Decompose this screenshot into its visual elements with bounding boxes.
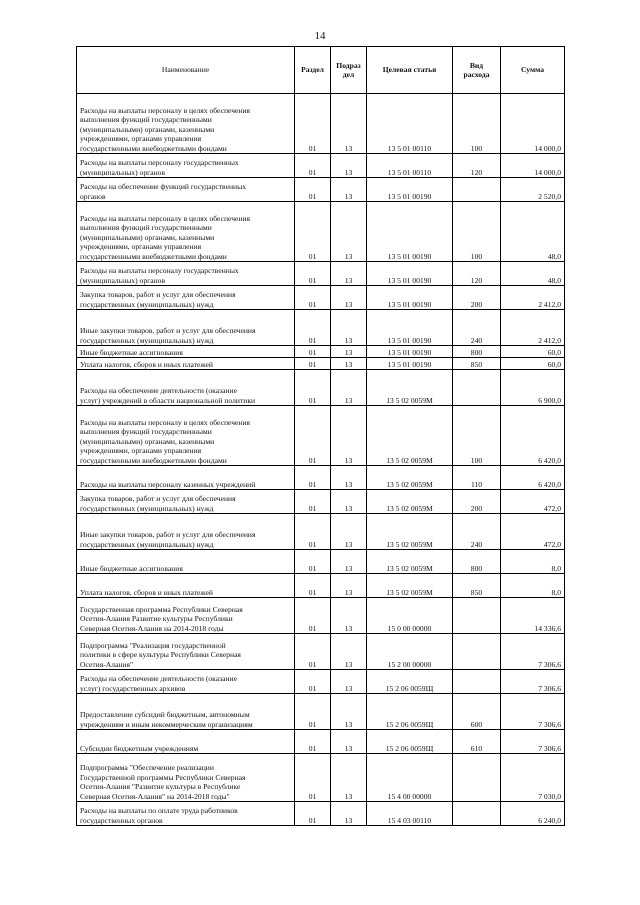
row-sum: 8,0 (501, 574, 565, 598)
row-type: 120 (453, 154, 501, 178)
row-subsection: 13 (331, 466, 367, 490)
row-name: Субсидии бюджетным учреждениям (77, 730, 295, 754)
row-name: Предоставление субсидий бюджетным, автономным учреждениям и иным некоммерческим организациям (77, 694, 295, 730)
row-sum: 6 420,0 (501, 406, 565, 466)
row-type: 200 (453, 490, 501, 514)
row-subsection: 13 (331, 574, 367, 598)
row-name: Расходы на обеспечение деятельности (оказание услуг) учреждений в области национальной политики (77, 370, 295, 406)
row-target: 13 5 01 00190 (367, 178, 453, 202)
table-row (77, 574, 565, 598)
row-name: Закупка товаров, работ и услуг для обеспечения государственных (муниципальных) нужд (77, 286, 295, 310)
row-name: Иные закупки товаров, работ и услуг для обеспечения государственных (муниципальных) нужд (77, 310, 295, 346)
row-name: Расходы на выплаты персоналу государственных (муниципальных) органов (77, 262, 295, 286)
row-name: Иные бюджетные ассигнования (77, 550, 295, 574)
row-name: Расходы на обеспечение функций государственных органов (77, 178, 295, 202)
table-row (77, 370, 565, 406)
row-sum: 6 900,0 (501, 370, 565, 406)
row-section: 01 (295, 346, 331, 358)
table-row (77, 754, 565, 802)
row-target: 13 5 01 00190 (367, 286, 453, 310)
table-row (77, 634, 565, 670)
row-subsection: 13 (331, 202, 367, 262)
row-subsection: 13 (331, 358, 367, 370)
page-number: 14 (314, 30, 326, 42)
row-sum: 7 306,6 (501, 634, 565, 670)
row-type (453, 370, 501, 406)
row-type: 850 (453, 358, 501, 370)
header-section: Раздел (295, 47, 331, 94)
row-sum: 60,0 (501, 346, 565, 358)
row-type: 610 (453, 730, 501, 754)
row-type (453, 670, 501, 694)
table-row (77, 802, 565, 826)
row-section: 01 (295, 358, 331, 370)
row-type: 100 (453, 94, 501, 154)
row-type (453, 598, 501, 634)
row-subsection: 13 (331, 634, 367, 670)
table-row (77, 154, 565, 178)
row-target: 13 5 01 00190 (367, 310, 453, 346)
row-section: 01 (295, 514, 331, 550)
row-subsection: 13 (331, 346, 367, 358)
row-sum: 8,0 (501, 550, 565, 574)
row-section: 01 (295, 490, 331, 514)
row-section: 01 (295, 634, 331, 670)
row-name: Иные закупки товаров, работ и услуг для обеспечения государственных (муниципальных) нужд (77, 514, 295, 550)
row-subsection: 13 (331, 490, 367, 514)
row-target: 13 5 02 0059М (367, 490, 453, 514)
row-name: Расходы на выплаты персоналу казенных учреждений (77, 466, 295, 490)
table-row (77, 94, 565, 154)
row-subsection: 13 (331, 370, 367, 406)
row-section: 01 (295, 202, 331, 262)
table-row (77, 466, 565, 490)
table-row (77, 598, 565, 634)
row-subsection: 13 (331, 286, 367, 310)
row-section: 01 (295, 370, 331, 406)
row-sum: 60,0 (501, 358, 565, 370)
row-target: 13 5 02 0059М (367, 574, 453, 598)
row-type: 120 (453, 262, 501, 286)
row-section: 01 (295, 754, 331, 802)
row-subsection: 13 (331, 730, 367, 754)
row-target: 15 2 06 0059Щ (367, 694, 453, 730)
row-section: 01 (295, 694, 331, 730)
row-subsection: 13 (331, 406, 367, 466)
row-name: Расходы на выплаты персоналу в целях обеспечения выполнения функций государственными (муниципальными) органами, казенными учреждениями, органами управления государственными внебюджетными фондами (77, 94, 295, 154)
table-row (77, 262, 565, 286)
row-section: 01 (295, 802, 331, 826)
row-target: 13 5 02 0059М (367, 406, 453, 466)
row-target: 13 5 02 0059М (367, 466, 453, 490)
row-target: 13 5 02 0059М (367, 550, 453, 574)
row-name: Расходы на выплаты персоналу в целях обеспечения выполнения функций государственными (муниципальными) органами, казенными учреждениями, органами управления государственными внебюджетными фондами (77, 202, 295, 262)
row-sum: 6 240,0 (501, 802, 565, 826)
row-type: 850 (453, 574, 501, 598)
row-target: 13 5 01 00190 (367, 346, 453, 358)
header-subsection-label: Подраз дел (336, 60, 361, 79)
row-target: 13 5 01 00190 (367, 358, 453, 370)
row-sum: 14 336,6 (501, 598, 565, 634)
table-row (77, 550, 565, 574)
table-row (77, 358, 565, 370)
table-row (77, 490, 565, 514)
table-row (77, 514, 565, 550)
header-type-label: Вид расхода (463, 60, 490, 79)
row-target: 15 2 06 0059Щ (367, 730, 453, 754)
row-target: 13 5 01 00190 (367, 262, 453, 286)
row-type: 600 (453, 694, 501, 730)
row-type: 800 (453, 550, 501, 574)
row-sum: 7 030,0 (501, 754, 565, 802)
table-row (77, 694, 565, 730)
row-sum: 7 306,6 (501, 694, 565, 730)
row-name: Уплата налогов, сборов и иных платежей (77, 574, 295, 598)
header-type (453, 47, 501, 94)
table-row (77, 406, 565, 466)
row-target: 13 5 02 0059М (367, 370, 453, 406)
row-subsection: 13 (331, 178, 367, 202)
row-sum: 2 412,0 (501, 286, 565, 310)
row-name: Расходы на выплаты персоналу в целях обеспечения выполнения функций государственными (муниципальными) органами, казенными учреждениями, органами управления государственными внебюджетными фондами (77, 406, 295, 466)
row-sum: 2 520,0 (501, 178, 565, 202)
row-section: 01 (295, 466, 331, 490)
row-subsection: 13 (331, 670, 367, 694)
row-sum: 6 420,0 (501, 466, 565, 490)
row-name: Расходы на выплаты по оплате труда работников государственных органов (77, 802, 295, 826)
row-subsection: 13 (331, 262, 367, 286)
row-section: 01 (295, 406, 331, 466)
row-type: 240 (453, 310, 501, 346)
row-subsection: 13 (331, 154, 367, 178)
row-name: Расходы на обеспечение деятельности (оказание услуг) государственных архивов (77, 670, 295, 694)
header-subsection (331, 47, 367, 94)
row-type (453, 802, 501, 826)
row-type: 800 (453, 346, 501, 358)
table-row (77, 286, 565, 310)
row-name: Подпрограмма "Реализация государственной политики в сфере культуры Республики Северная Осетия-Алания" (77, 634, 295, 670)
row-sum: 7 306,6 (501, 670, 565, 694)
row-section: 01 (295, 178, 331, 202)
row-subsection: 13 (331, 754, 367, 802)
row-target: 15 2 00 00000 (367, 634, 453, 670)
row-target: 13 5 01 00110 (367, 154, 453, 178)
header-sum: Сумма (501, 47, 565, 94)
row-name: Расходы на выплаты персоналу государственных (муниципальных) органов (77, 154, 295, 178)
row-section: 01 (295, 550, 331, 574)
row-type: 100 (453, 202, 501, 262)
row-name: Подпрограмма "Обеспечение реализации Государственной программы Республики Северная Осетия-Алания "Развитие культуры в Республике Северная Осетия-Алания" на 2014-2018 годы" (77, 754, 295, 802)
row-subsection: 13 (331, 598, 367, 634)
row-sum: 472,0 (501, 514, 565, 550)
row-sum: 2 412,0 (501, 310, 565, 346)
header-target: Целевая статья (367, 47, 453, 94)
row-subsection: 13 (331, 94, 367, 154)
table-row (77, 730, 565, 754)
row-target: 13 5 02 0059М (367, 514, 453, 550)
row-target: 15 4 03 00110 (367, 802, 453, 826)
row-type (453, 634, 501, 670)
row-type: 200 (453, 286, 501, 310)
row-target: 15 0 00 00000 (367, 598, 453, 634)
row-section: 01 (295, 730, 331, 754)
row-section: 01 (295, 154, 331, 178)
row-section: 01 (295, 262, 331, 286)
row-subsection: 13 (331, 802, 367, 826)
table-row (77, 346, 565, 358)
row-target: 15 2 06 0059Щ (367, 670, 453, 694)
row-type: 110 (453, 466, 501, 490)
row-subsection: 13 (331, 694, 367, 730)
row-section: 01 (295, 598, 331, 634)
row-target: 15 4 00 00000 (367, 754, 453, 802)
table-body (77, 94, 565, 826)
header-name: Наименование (77, 47, 295, 94)
row-sum: 14 000,0 (501, 94, 565, 154)
row-subsection: 13 (331, 310, 367, 346)
row-section: 01 (295, 310, 331, 346)
row-type: 240 (453, 514, 501, 550)
table-header-row (77, 47, 565, 94)
table-row (77, 178, 565, 202)
row-type (453, 754, 501, 802)
row-section: 01 (295, 94, 331, 154)
row-section: 01 (295, 574, 331, 598)
row-sum: 7 306,6 (501, 730, 565, 754)
table-row (77, 202, 565, 262)
row-target: 13 5 01 00190 (367, 202, 453, 262)
row-name: Иные бюджетные ассигнования (77, 346, 295, 358)
row-sum: 472,0 (501, 490, 565, 514)
row-sum: 48,0 (501, 202, 565, 262)
row-subsection: 13 (331, 514, 367, 550)
row-target: 13 5 01 00110 (367, 94, 453, 154)
row-name: Уплата налогов, сборов и иных платежей (77, 358, 295, 370)
row-section: 01 (295, 670, 331, 694)
budget-table (76, 46, 565, 826)
row-subsection: 13 (331, 550, 367, 574)
row-sum: 14 000,0 (501, 154, 565, 178)
row-name: Закупка товаров, работ и услуг для обеспечения государственных (муниципальных) нужд (77, 490, 295, 514)
row-sum: 48,0 (501, 262, 565, 286)
row-section: 01 (295, 286, 331, 310)
row-name: Государственная программа Республики Северная Осетия-Алания Развитие культуры Республики Северная Осетия-Алания на 2014-2018 годы (77, 598, 295, 634)
table-row (77, 670, 565, 694)
row-type (453, 178, 501, 202)
row-type: 100 (453, 406, 501, 466)
table-row (77, 310, 565, 346)
